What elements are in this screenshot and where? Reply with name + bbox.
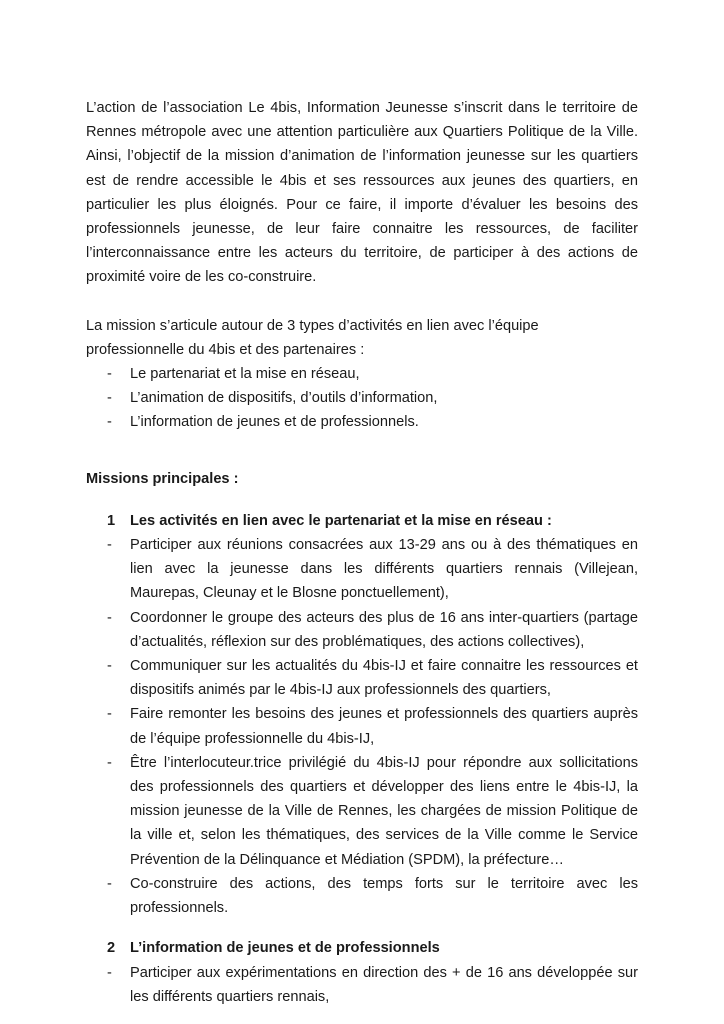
list-item-text: L’animation de dispositifs, d’outils d’information, bbox=[130, 390, 438, 407]
list-item-text: Faire remonter les besoins des jeunes et professionnels des quartiers auprès de l’équipe professionnelle du 4bis-IJ, bbox=[130, 706, 638, 747]
list-item bbox=[86, 872, 638, 920]
list-item-text: Participer aux réunions consacrées aux 13-29 ans ou à des thématiques en lien avec la jeunesse dans les différents quartiers rennais (Villejean, Maurepas, Cleunay et le Blosne ponctuellement), bbox=[130, 537, 638, 602]
list-item-text: L’information de jeunes et de professionnels. bbox=[130, 414, 419, 431]
bullet-dash: - bbox=[107, 609, 112, 626]
list-item-text: Communiquer sur les actualités du 4bis-IJ et faire connaitre les ressources et dispositifs animés par le 4bis-IJ aux professionnels des quartiers, bbox=[130, 658, 638, 699]
list-item bbox=[86, 961, 638, 1009]
spacer bbox=[86, 290, 638, 314]
spacer bbox=[86, 491, 638, 509]
mission-overview-paragraph: La mission s’articule autour de 3 types d’activités en lien avec l’équipe professionnelle du 4bis et des partenaires : bbox=[86, 317, 539, 358]
list-item bbox=[86, 386, 638, 410]
list-item bbox=[86, 606, 638, 654]
list-item bbox=[86, 362, 638, 386]
section-title: L’information de jeunes et de professionnels bbox=[130, 940, 440, 957]
list-item bbox=[86, 533, 638, 606]
intro-paragraph: L’action de l’association Le 4bis, Information Jeunesse s’inscrit dans le territoire de Rennes métropole avec une attention particulière aux Quartiers Politique de la Ville. Ainsi, l’objectif de la mission d’animation de l’information jeunesse sur les quartiers est de rendre accessible le 4bis et ses ressources aux jeunes des quartiers, en particulier les plus éloignés. Pour ce faire, il importe d’évaluer les besoins des professionnels jeunesse, de leur faire connaitre les ressources, de faciliter l’interconnaissance entre les acteurs du territoire, de participer à des actions de proximité voire de les co-construire. bbox=[86, 100, 638, 286]
bullet-dash: - bbox=[107, 754, 112, 771]
bullet-dash: - bbox=[107, 658, 112, 675]
section-heading-2 bbox=[86, 936, 638, 960]
section-number: 1 bbox=[107, 512, 116, 529]
list-item bbox=[86, 410, 638, 434]
spacer bbox=[86, 435, 638, 459]
list-item-text: Co-construire des actions, des temps forts sur le territoire avec les professionnels. bbox=[130, 875, 638, 917]
bullet-dash: - bbox=[107, 366, 112, 383]
list-item-text: Le partenariat et la mise en réseau, bbox=[130, 366, 360, 383]
bullet-dash: - bbox=[107, 390, 112, 407]
list-item-text: Coordonner le groupe des acteurs des plus de 16 ans inter-quartiers (partage d’actualités, réflexion sur des problématiques, des actions collectives), bbox=[130, 609, 638, 650]
spacer bbox=[86, 920, 638, 936]
bullet-dash: - bbox=[107, 875, 112, 892]
section-1-list bbox=[86, 533, 638, 920]
activity-types-list bbox=[86, 362, 638, 435]
section-heading-1 bbox=[86, 509, 638, 533]
list-item bbox=[86, 751, 638, 872]
bullet-dash: - bbox=[107, 414, 112, 431]
list-item-text: Être l’interlocuteur.trice privilégié du 4bis-IJ pour répondre aux sollicitations des professionnels des quartiers et développer des liens entre le 4bis-IJ, la mission jeunesse de la Ville de Rennes, les chargées de mission Politique de la ville et, selon les thématiques, des services de la Ville comme le Service Prévention de la Délinquance et Médiation (SPDM), la préfecture… bbox=[130, 754, 638, 868]
list-item-text: Participer aux expérimentations en direction des + de 16 ans développée sur les différents quartiers rennais, bbox=[130, 964, 638, 1005]
list-item bbox=[86, 702, 638, 750]
section-number: 2 bbox=[107, 940, 116, 957]
bullet-dash: - bbox=[107, 706, 112, 723]
list-item bbox=[86, 654, 638, 702]
bullet-dash: - bbox=[107, 537, 112, 554]
document-page bbox=[86, 96, 638, 1009]
spacer bbox=[86, 459, 638, 467]
section-2-list bbox=[86, 961, 638, 1009]
missions-principales-title: Missions principales : bbox=[86, 470, 239, 487]
section-title: Les activités en lien avec le partenariat et la mise en réseau : bbox=[130, 512, 552, 529]
bullet-dash: - bbox=[107, 964, 112, 981]
